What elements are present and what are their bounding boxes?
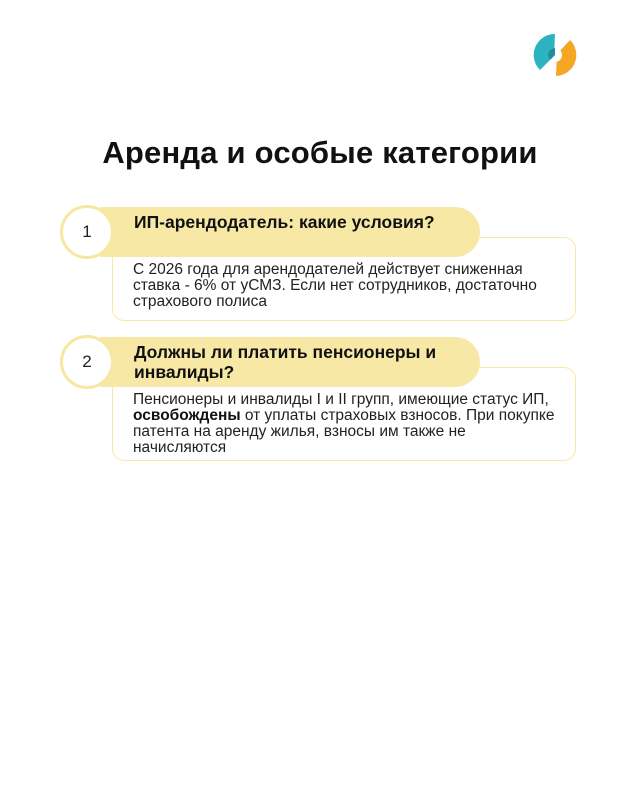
- card-body-1: С 2026 года для арендодателей действует сниженная ставка - 6% от уСМЗ. Если нет сотрудников, достаточно страхового полиса: [112, 237, 576, 321]
- card-number-1: 1: [60, 205, 114, 259]
- card-heading-2: Должны ли платить пенсионеры и инвалиды?: [100, 337, 480, 387]
- card-body-2-emphasis: освобождены: [133, 407, 241, 424]
- card-heading-1: ИП-арендодатель: какие условия?: [100, 207, 480, 257]
- card-body-2-text-start: Пенсионеры и инвалиды I и II групп, имеющие статус ИП,: [133, 391, 549, 408]
- page-title: Аренда и особые категории: [102, 135, 538, 170]
- card-number-2: 2: [60, 335, 114, 389]
- brand-logo-icon: [530, 30, 580, 80]
- card-body-2-text-end: от уплаты страховых взносов. При покупке патента на аренду жилья, взносы им также не начисляются: [133, 407, 555, 456]
